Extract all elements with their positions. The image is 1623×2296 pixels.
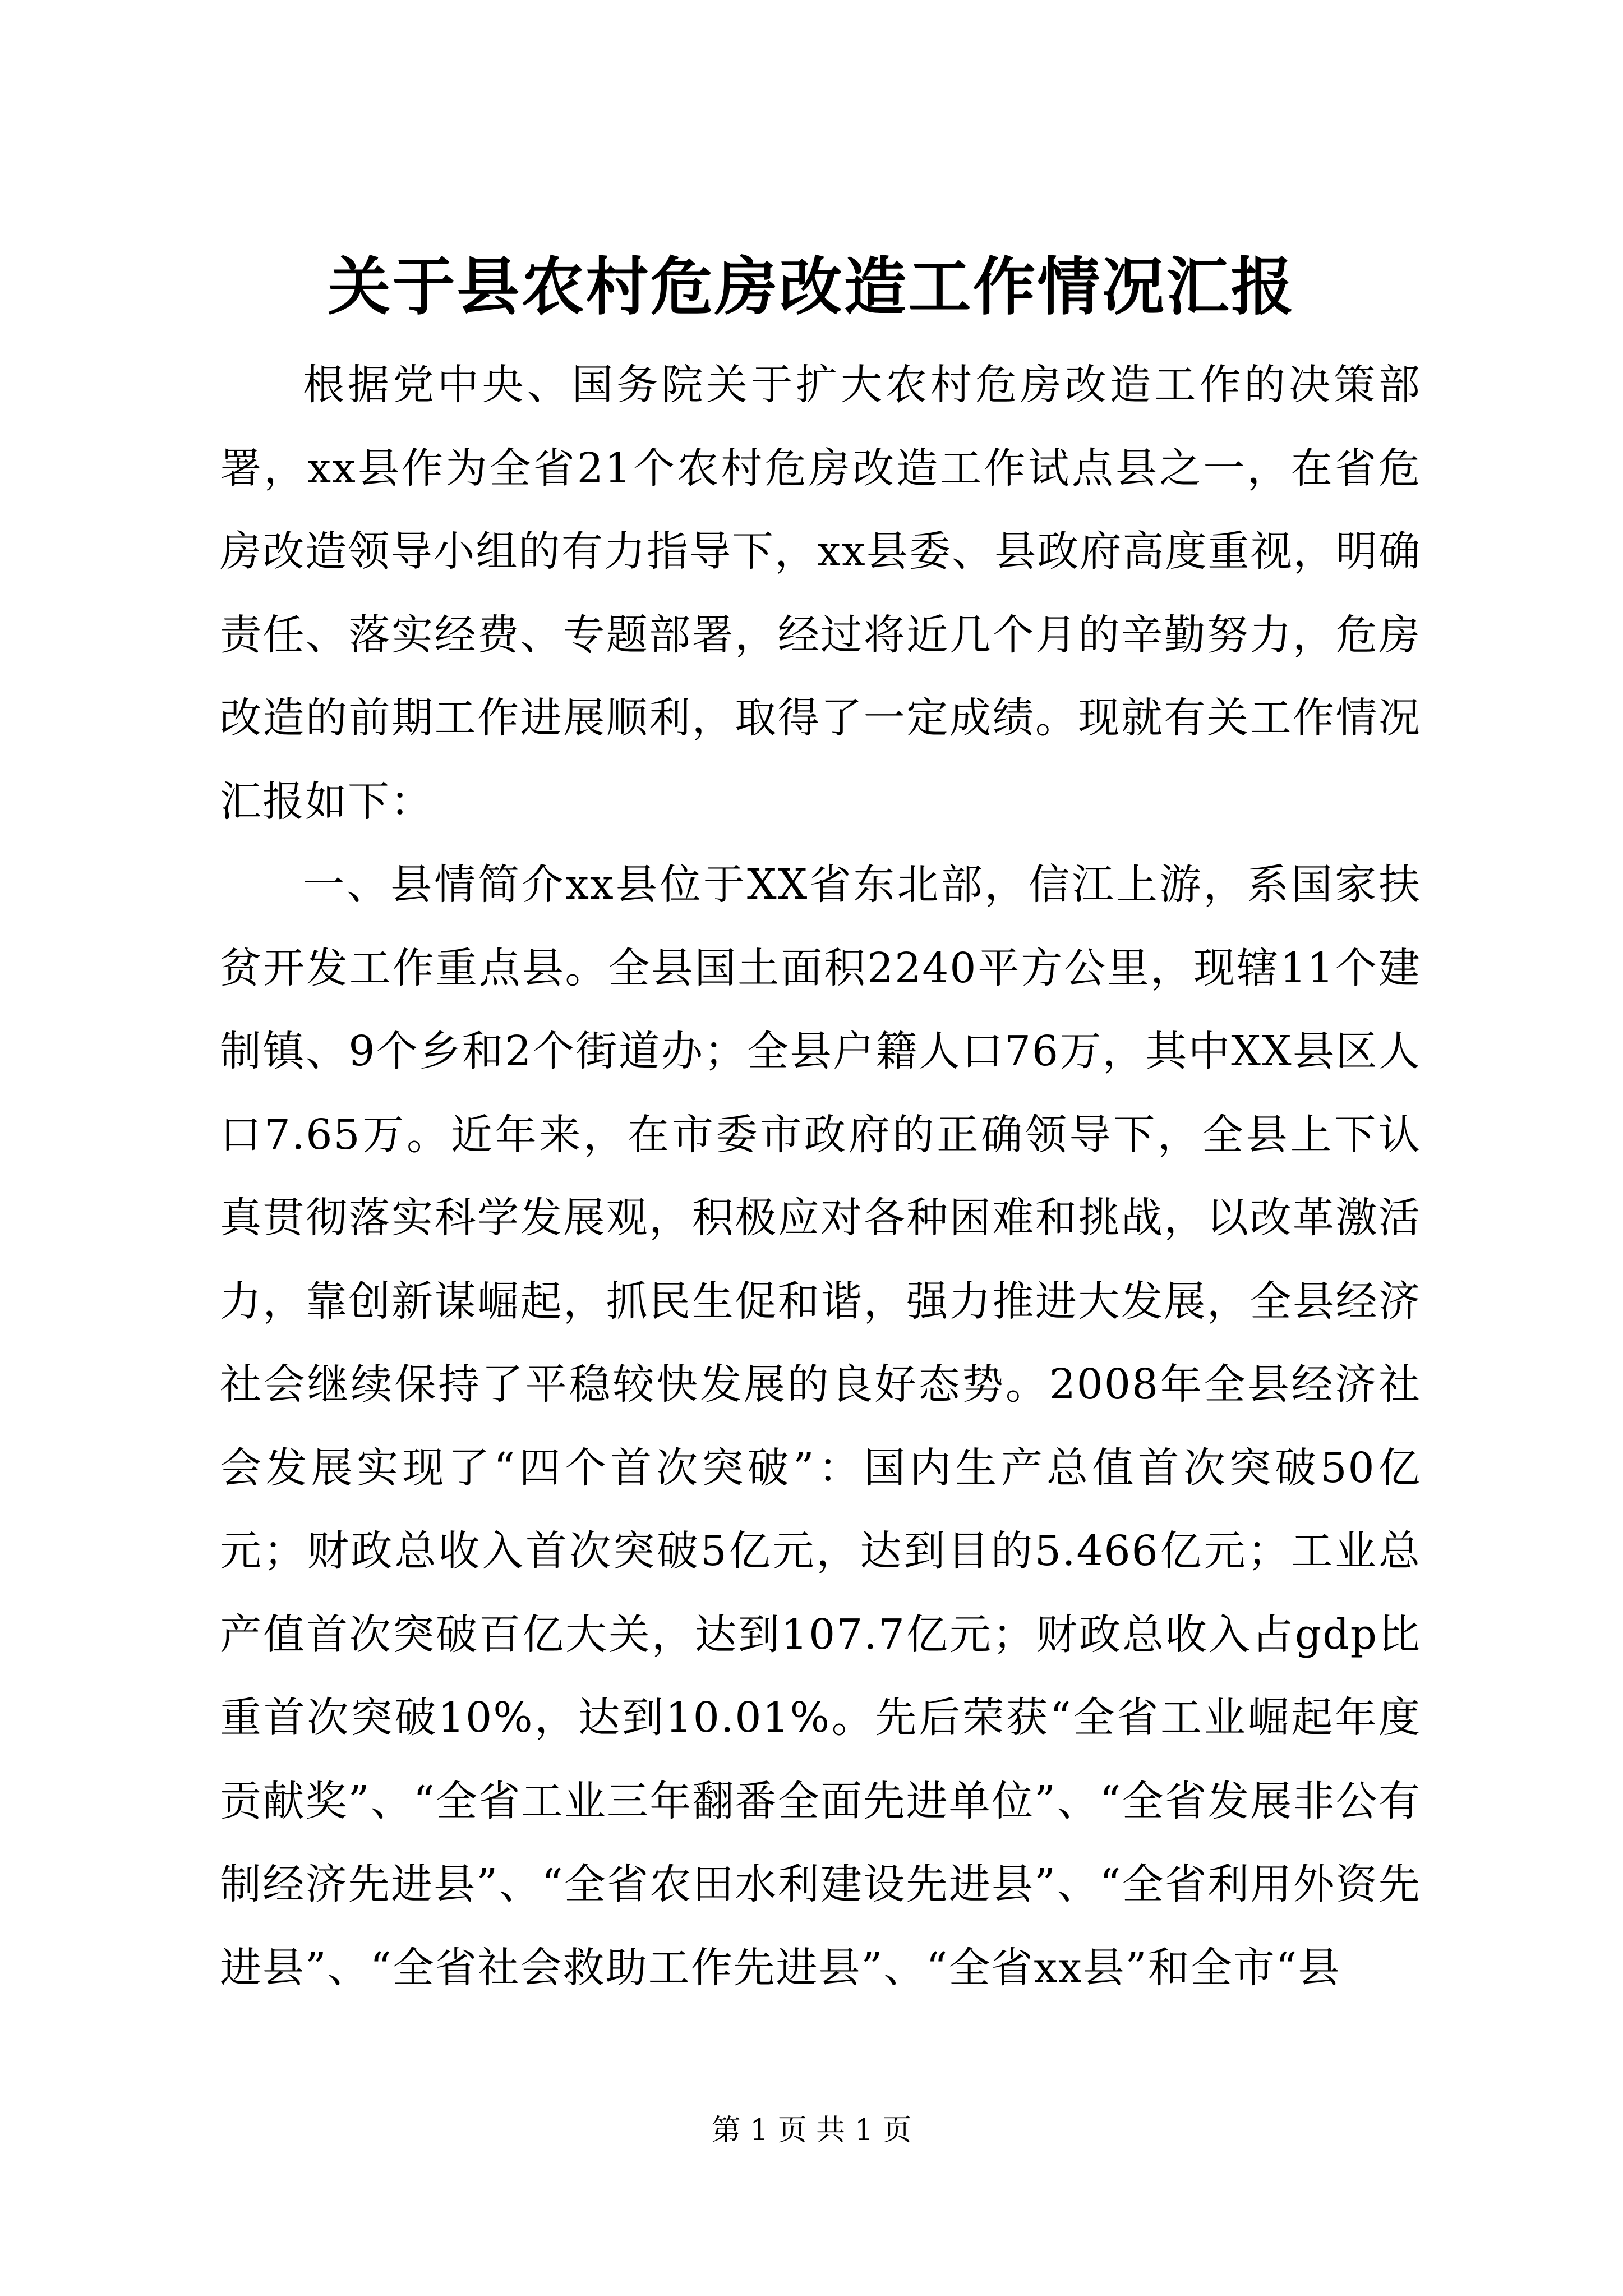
- paragraph-county-overview: 一、县情简介xx县位于XX省东北部，信江上游，系国家扶贫开发工作重点县。全县国土面积2240平方公里，现辖11个建制镇、9个乡和2个街道办；全县户籍人口76万，其中XX县区人口7.65万。近年来，在市委市政府的正确领导下，全县上下认真贯彻落实科学发展观，积极应对各种困难和挑战，以改革激活力，靠创新谋崛起，抓民生促和谐，强力推进大发展，全县经济社会继续保持了平稳较快发展的良好态势。2008年全县经济社会发展实现了“四个首次突破”：国内生产总值首次突破50亿元；财政总收入首次突破5亿元，达到目的5.466亿元；工业总产值首次突破百亿大关，达到107.7亿元；财政总收入占gdp比重首次突破10%，达到10.01%。先后荣获“全省工业崛起年度贡献奖”、“全省工业三年翻番全面先进单位”、“全省发展非公有制经济先进县”、“全省农田水利建设先进县”、“全省利用外资先进县”、“全省社会救助工作先进县”、“全省xx县”和全市“县: [220, 861, 1421, 1992]
- paragraph-intro: 根据党中央、国务院关于扩大农村危房改造工作的决策部署，xx县作为全省21个农村危房改造工作试点县之一，在省危房改造领导小组的有力指导下，xx县委、县政府高度重视，明确责任、落实经费、专题部署，经过将近几个月的辛勤努力，危房改造的前期工作进展顺利，取得了一定成绩。现就有关工作情况汇报如下：: [220, 361, 1421, 826]
- page-footer: 第 1 页 共 1 页: [711, 2114, 912, 2147]
- document-body: [220, 343, 1421, 2009]
- document-title: 关于县农村危房改造工作情况汇报: [328, 250, 1295, 324]
